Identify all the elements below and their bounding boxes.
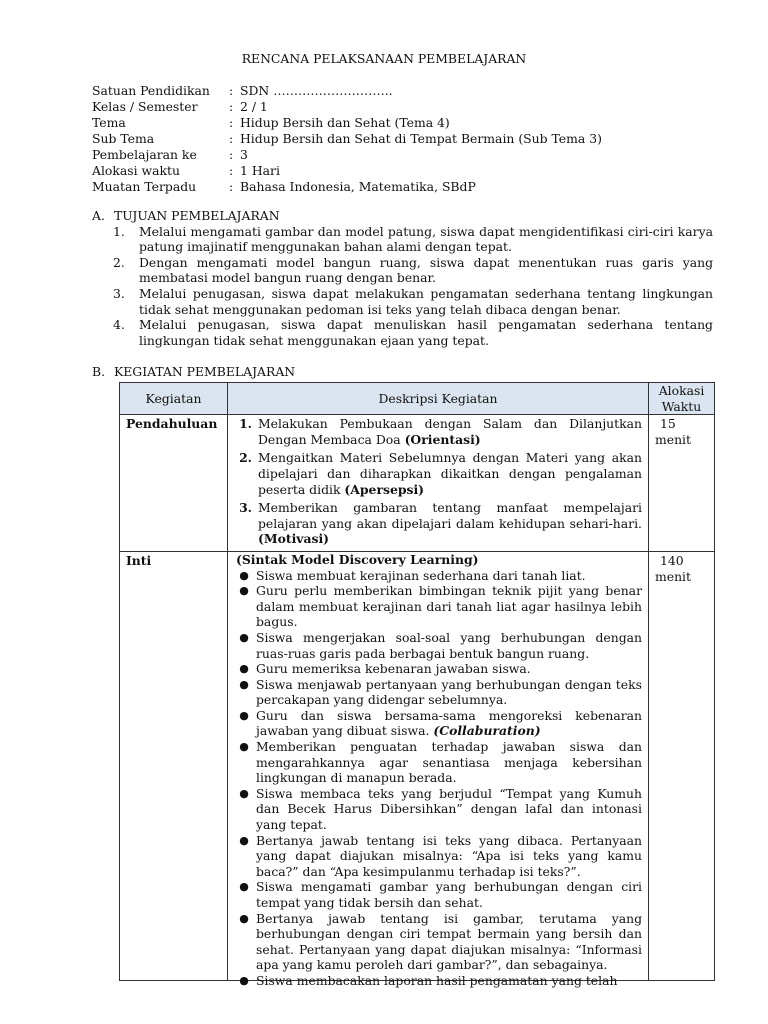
item-text (258, 416, 642, 447)
list-item (232, 911, 642, 973)
item-text: Guru perlu memberikan bimbingan teknik pijit yang benar dalam membuat kerajinan dari tanah liat agar hasilnya lebih bagus. (256, 583, 642, 630)
section-title: KEGIATAN PEMBELAJARAN (114, 364, 296, 379)
bullet-icon: ● (239, 911, 249, 925)
list-item (232, 677, 642, 708)
info-value: Hidup Bersih dan Sehat (Tema 4) (240, 115, 450, 130)
item-text (256, 708, 642, 739)
bullet-icon: ● (239, 833, 249, 847)
list-item (92, 317, 713, 348)
item-text: Dengan mengamati model bangun ruang, siswa dapat menentukan ruas garis yang membatasi model bangun ruang dengan benar. (139, 254, 713, 286)
section-title: TUJUAN PEMBELAJARAN (114, 208, 280, 223)
allocation-unit: menit (655, 431, 692, 447)
list-item (232, 786, 642, 833)
item-text: Siswa menjawab pertanyaan yang berhubungan dengan teks percakapan yang didengar sebelumnya. (256, 676, 642, 708)
header-kegiatan: Kegiatan (120, 383, 228, 415)
list-item (232, 583, 642, 630)
item-text-body: Mengaitkan Materi Sebelumnya dengan Materi yang akan dipelajari dan diharapkan dikaitkan dengan pengalaman peserta didik (258, 450, 642, 497)
list-item (92, 224, 713, 255)
bullet-icon: ● (239, 662, 249, 676)
info-value: 2 / 1 (240, 99, 268, 114)
allocation-unit: menit (655, 568, 692, 584)
row-category: Inti (120, 551, 228, 980)
bullet-icon: ● (239, 568, 249, 582)
table-row (120, 415, 715, 552)
item-text (258, 450, 642, 497)
info-value: SDN ……………………….. (240, 83, 393, 98)
item-text-body: Memberikan gambaran tentang manfaat mempelajari pelajaran yang akan dipelajari dalam kehidupan sehari-hari. (258, 500, 642, 531)
info-label: Alokasi waktu (92, 163, 180, 178)
item-tag: (Apersepsi) (344, 481, 425, 497)
item-tag: (Motivasi) (258, 531, 330, 547)
bullet-icon: ● (239, 708, 249, 722)
item-text: Melalui penugasan, siswa dapat menuliskan hasil pengamatan sederhana tentang lingkungan tidak sehat menggunakan ejaan yang tepat. (139, 317, 713, 348)
info-colon: : (229, 115, 234, 130)
info-value: 1 Hari (240, 163, 280, 178)
info-colon: : (229, 131, 234, 146)
info-label: Kelas / Semester (92, 99, 198, 114)
info-row (92, 147, 602, 163)
section-activities (92, 364, 713, 380)
item-text: Siswa membacakan laporan hasil pengamatan yang telah (256, 972, 618, 988)
item-text-body: Guru dan siswa bersama-sama mengoreksi kebenaran jawaban yang dibuat siswa. (256, 707, 642, 739)
row-description (228, 551, 649, 988)
item-tag: (Orientasi) (404, 431, 481, 447)
bullet-icon: ● (239, 973, 249, 987)
row-allocation (649, 551, 715, 980)
info-value: Bahasa Indonesia, Matematika, SBdP (240, 179, 476, 194)
bullet-icon: ● (239, 677, 249, 691)
section-letter: A. (92, 208, 105, 223)
info-row (92, 99, 602, 115)
info-label: Muatan Terpadu (92, 179, 197, 194)
info-row (92, 83, 602, 99)
item-number: 2. (239, 450, 252, 466)
list-item (232, 833, 642, 880)
info-colon: : (229, 99, 234, 114)
list-item (232, 568, 642, 584)
info-row (92, 115, 602, 131)
item-text: Siswa mengamati gambar yang berhubungan dengan ciri tempat yang tidak bersih dan sehat. (256, 879, 642, 910)
info-value: 3 (240, 147, 248, 162)
item-text: Siswa membaca teks yang berjudul “Tempat yang Kumuh dan Becek Harus Dibersihkan” dengan lafal dan intonasi yang tepat. (256, 785, 642, 833)
list-item (232, 708, 642, 739)
info-colon: : (229, 179, 234, 194)
item-text: Melalui mengamati gambar dan model patung, siswa dapat mengidentifikasi ciri-ciri karya patung imajinatif menggunakan bahan alami dengan tepat. (139, 223, 713, 255)
info-label: Tema (92, 115, 126, 130)
list-item (232, 879, 642, 910)
info-label: Pembelajaran ke (92, 147, 197, 162)
row-category: Pendahuluan (120, 415, 228, 552)
bullet-icon: ● (239, 584, 249, 598)
list-item (232, 661, 642, 677)
header-alokasi-line1: Alokasi (658, 383, 705, 398)
inti-content (228, 551, 648, 988)
header-alokasi-line2: Waktu (661, 398, 702, 414)
section-heading (92, 364, 713, 380)
item-number: 4. (113, 317, 125, 333)
info-colon: : (229, 147, 234, 162)
list-item (92, 286, 713, 317)
item-number: 1. (239, 416, 252, 432)
bullet-icon: ● (239, 786, 249, 800)
info-colon: : (229, 163, 234, 178)
info-row (92, 131, 602, 147)
info-label: Sub Tema (92, 131, 155, 146)
row-allocation (649, 415, 715, 552)
allocation-value: 140 (660, 552, 684, 568)
identity-block (92, 83, 602, 195)
activity-list (228, 416, 648, 547)
table-header-row (120, 383, 715, 415)
header-deskripsi: Deskripsi Kegiatan (228, 383, 649, 415)
table-row (120, 551, 715, 980)
bullet-icon: ● (239, 880, 249, 894)
item-text: Siswa membuat kerajinan sederhana dari tanah liat. (256, 567, 586, 583)
item-number: 2. (113, 254, 125, 270)
list-item (232, 630, 642, 661)
list-item (92, 255, 713, 286)
item-text: Bertanya jawab tentang isi teks yang dibaca. Pertanyaan yang dapat diajukan misalnya: “Apa isi teks yang kamu baca?” dan “Apa kesimpulanmu terhadap isi teks?”. (256, 832, 642, 879)
list-item (232, 973, 642, 989)
item-number: 3. (113, 285, 125, 301)
row-description (228, 415, 649, 552)
item-text: Memberikan penguatan terhadap jawaban siswa dan mengarahkannya agar senantiasa menjaga kebersihan lingkungan di manapun berada. (256, 739, 642, 786)
document-title: RENCANA PELAKSANAAN PEMBELAJARAN (241, 51, 527, 66)
item-text: Bertanya jawab tentang isi gambar, terutama yang berhubungan dengan ciri tempat bermain yang bersih dan sehat. Pertanyaan yang dapat diajukan misalnya: “Informasi apa yang kamu peroleh dari gambar?”, dan sebagainya. (256, 910, 642, 973)
item-number: 3. (239, 500, 252, 516)
item-tag: (Collaburation) (433, 723, 541, 739)
activities-table (119, 382, 715, 988)
info-row (92, 179, 602, 195)
info-value: Hidup Bersih dan Sehat di Tempat Bermain (Sub Tema 3) (240, 131, 602, 146)
info-row (92, 163, 602, 179)
list-item (232, 416, 642, 447)
info-colon: : (229, 83, 234, 98)
inti-heading: (Sintak Model Discovery Learning) (236, 551, 479, 567)
list-item (232, 450, 642, 497)
section-objectives (92, 208, 713, 348)
item-text: Siswa mengerjakan soal-soal yang berhubungan dengan ruas-ruas garis pada berbagai bentuk bangun ruang. (256, 629, 642, 661)
list-item (232, 500, 642, 547)
bullet-icon: ● (239, 630, 249, 644)
bullet-icon: ● (239, 740, 249, 754)
item-text: Guru memeriksa kebenaran jawaban siswa. (256, 661, 531, 677)
item-text (258, 500, 642, 547)
objectives-list (92, 224, 713, 349)
item-text-body: Melakukan Pembukaan dengan Salam dan Dilanjutkan Dengan Membaca Doa (258, 416, 642, 447)
section-letter: B. (92, 364, 106, 379)
item-number: 1. (113, 223, 125, 239)
info-label: Satuan Pendidikan (92, 83, 210, 98)
header-alokasi (649, 383, 715, 415)
section-heading (92, 208, 713, 224)
list-item (232, 739, 642, 786)
activity-bullets (228, 568, 648, 989)
allocation-value: 15 (660, 416, 676, 432)
item-text: Melalui penugasan, siswa dapat melakukan pengamatan sederhana tentang lingkungan tidak sehat menggunakan pedoman isi teks yang telah dibaca dengan benar. (139, 285, 713, 317)
